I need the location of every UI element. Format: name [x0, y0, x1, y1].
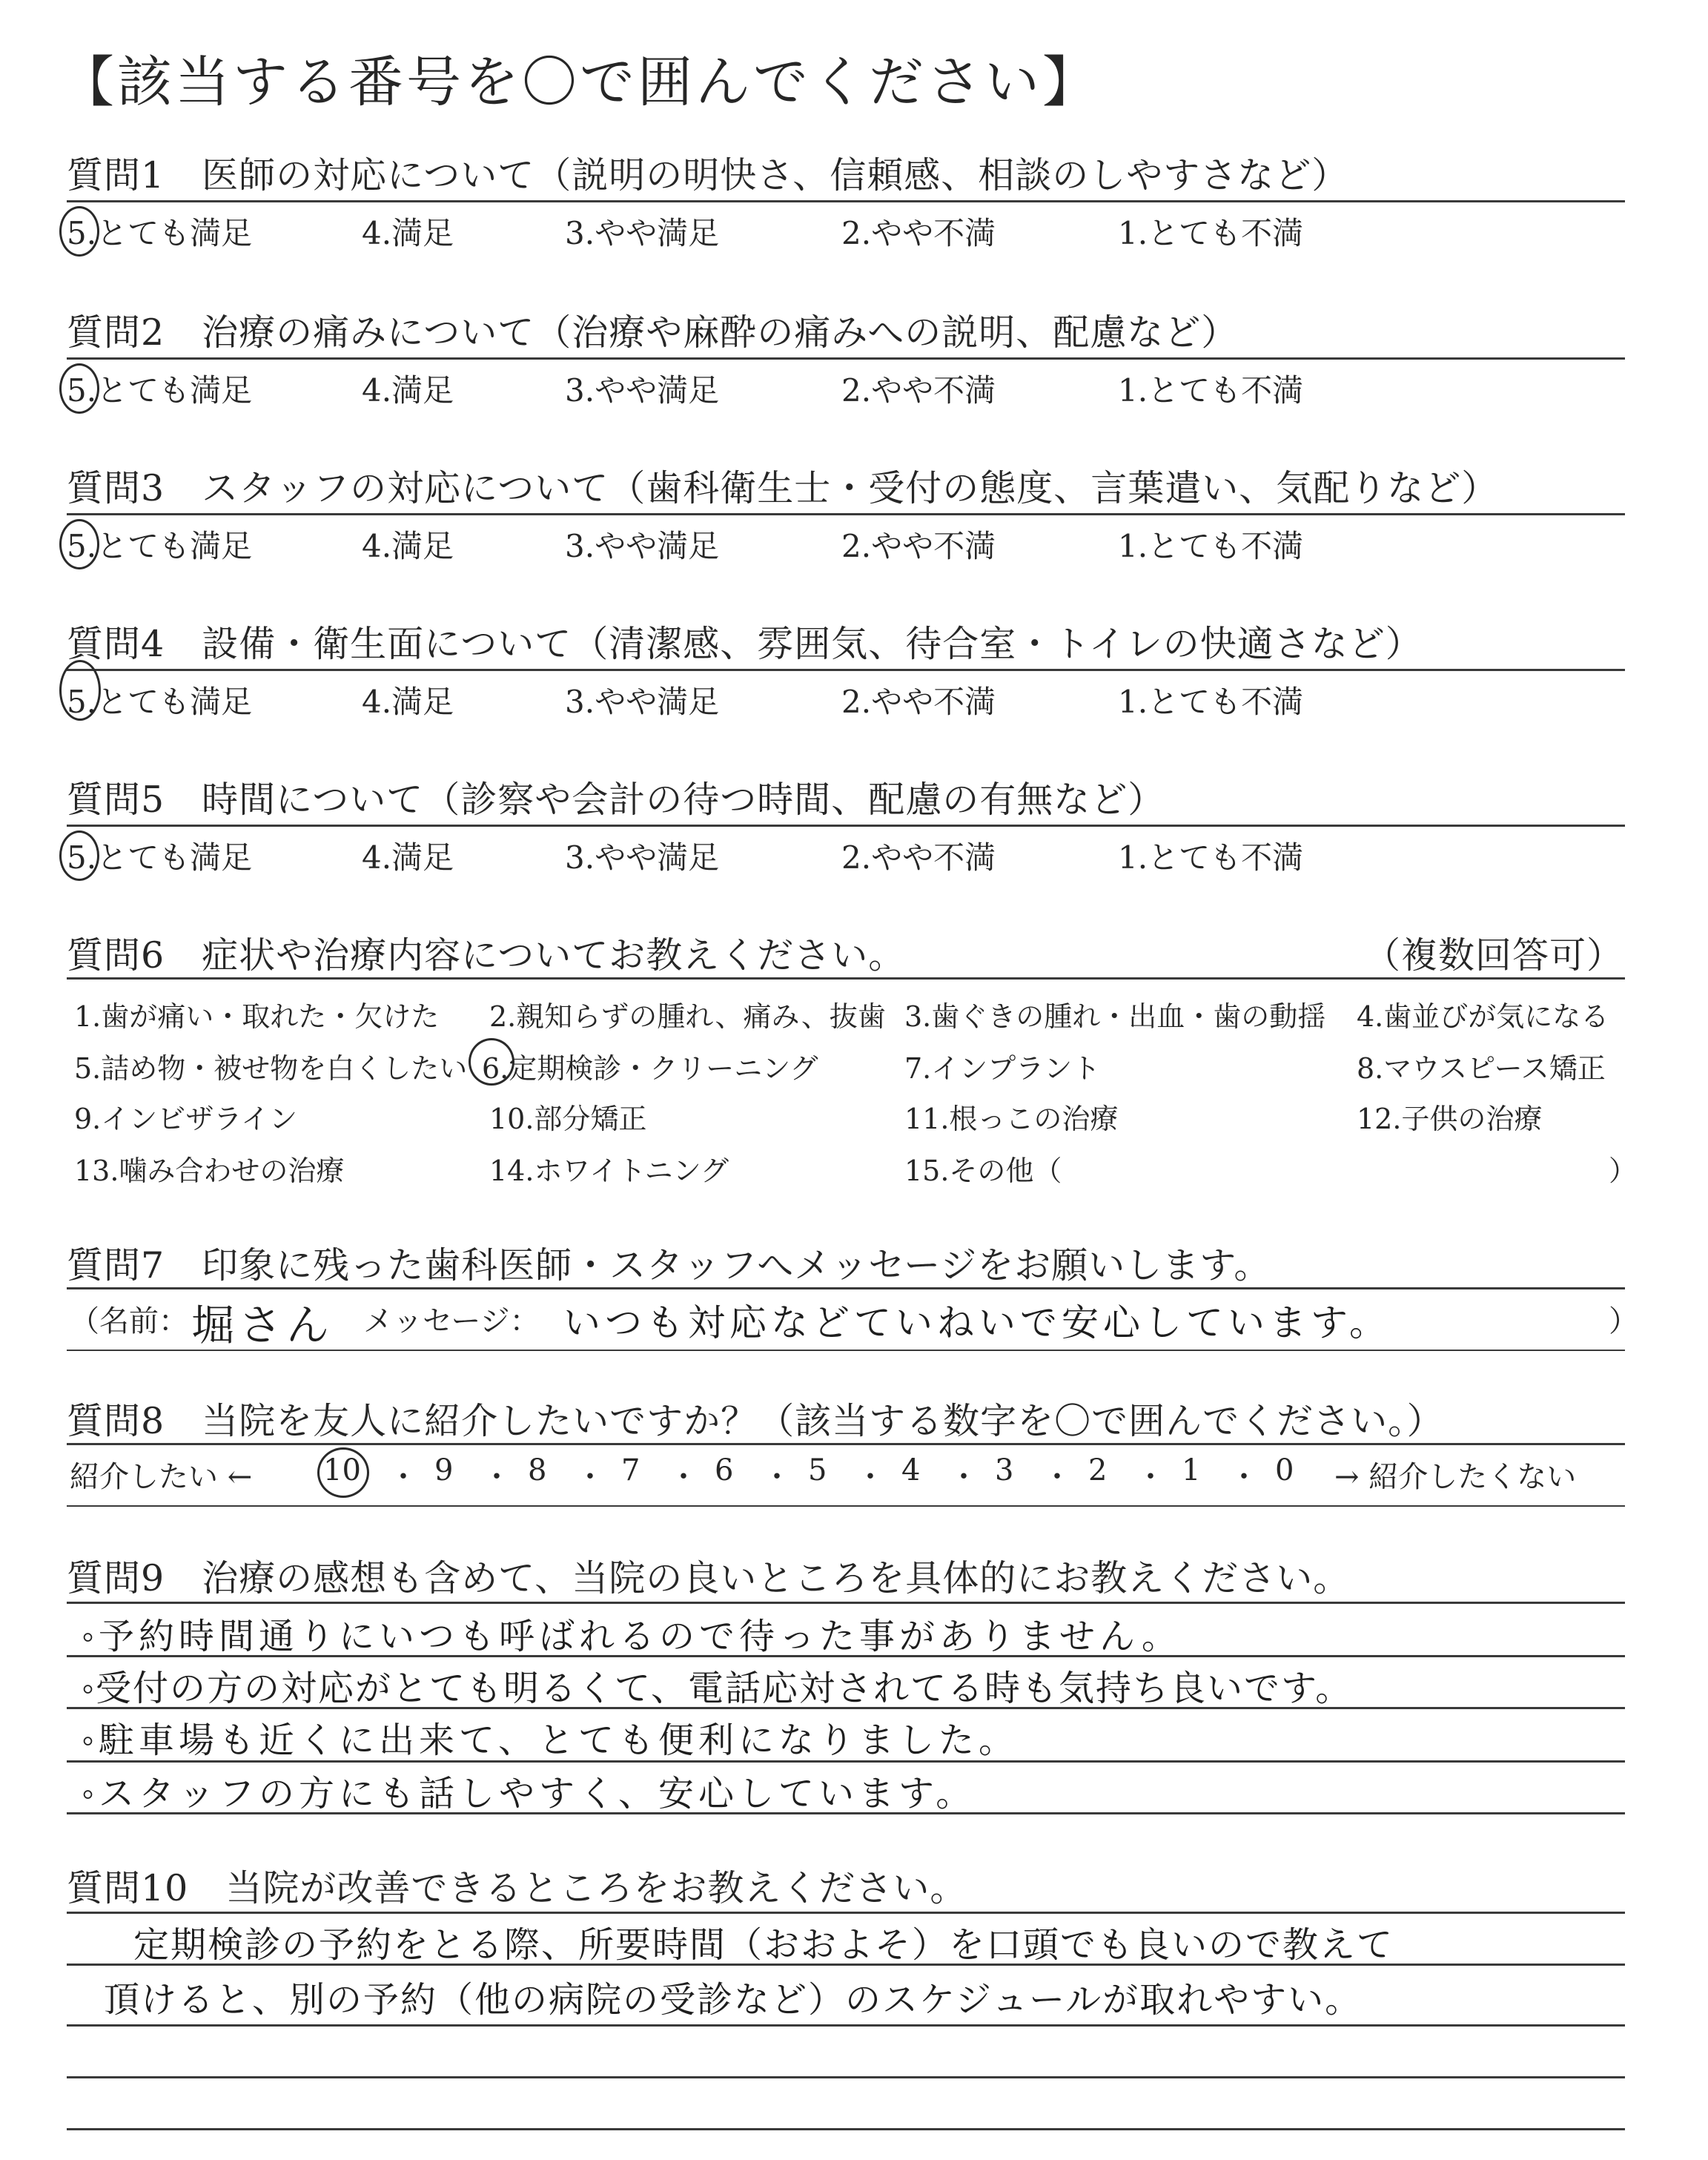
scale-dot: ・ — [1042, 1460, 1072, 1494]
option-2[interactable]: 2.やや不満 — [841, 215, 996, 251]
divider — [67, 1443, 1625, 1445]
symptom-option[interactable]: 15.その他（ — [904, 1155, 1062, 1187]
divider — [67, 669, 1625, 671]
divider — [67, 1912, 1625, 1914]
option-3[interactable]: 3.やや満足 — [565, 215, 720, 251]
scale-dot: ・ — [1229, 1460, 1259, 1494]
question-title: 質問3 スタッフの対応について（歯科衛生士・受付の態度、言葉遣い、気配りなど） — [67, 467, 1499, 509]
handwritten-line[interactable]: 頂けると、別の予約（他の病院の受診など）のスケジュールが取れやすい。 — [104, 1979, 1363, 2021]
scale-option[interactable]: 4 — [901, 1453, 921, 1487]
divider — [67, 2076, 1625, 2078]
scale-option[interactable]: 3 — [995, 1453, 1014, 1487]
divider — [67, 825, 1625, 827]
scale-dot: ・ — [949, 1460, 979, 1494]
scale-dot: ・ — [482, 1460, 512, 1494]
divider — [67, 1655, 1625, 1657]
scale-option[interactable]: 2 — [1088, 1453, 1108, 1487]
option-3[interactable]: 3.やや満足 — [565, 839, 720, 876]
option-1[interactable]: 1.とても不満 — [1118, 839, 1304, 876]
symptom-option[interactable]: 14.ホワイトニング — [489, 1155, 729, 1187]
form-header: 【該当する番号を〇で囲んでください】 — [59, 50, 1100, 114]
divider — [67, 977, 1625, 980]
scale-dot: ・ — [575, 1460, 605, 1494]
option-4[interactable]: 4.満足 — [362, 528, 454, 564]
option-1[interactable]: 1.とても不満 — [1118, 372, 1304, 409]
symptom-option[interactable]: 1.歯が痛い・取れた・欠けた — [74, 1000, 440, 1033]
option-3[interactable]: 3.やや満足 — [565, 528, 720, 564]
symptom-option[interactable]: 10.部分矯正 — [489, 1103, 647, 1135]
option-5[interactable]: 5.とても満足 — [67, 528, 253, 564]
message-label: メッセージ： — [363, 1304, 540, 1338]
option-1[interactable]: 1.とても不満 — [1118, 215, 1304, 251]
symptom-option[interactable]: 6.定期検診・クリーニング — [482, 1052, 818, 1085]
symptom-option[interactable]: 12.子供の治療 — [1357, 1103, 1543, 1135]
scale-dot: ・ — [762, 1460, 792, 1494]
handwritten-line[interactable]: ◦予約時間通りにいつも呼ばれるので待った事がありません。 — [82, 1616, 1182, 1657]
divider — [67, 357, 1625, 360]
option-2[interactable]: 2.やや不満 — [841, 839, 996, 876]
scale-right-label: → 紹介したくない — [1334, 1460, 1577, 1494]
option-2[interactable]: 2.やや不満 — [841, 372, 996, 409]
scale-left-label: 紹介したい ← — [70, 1460, 253, 1494]
handwritten-line[interactable]: 定期検診の予約をとる際、所要時間（おおよそ）を口頭でも良いので教えて — [133, 1924, 1394, 1966]
option-5[interactable]: 5.とても満足 — [67, 839, 253, 876]
option-5[interactable]: 5.とても満足 — [67, 684, 253, 720]
question-title: 質問5 時間について（診察や会計の待つ時間、配慮の有無など） — [67, 779, 1165, 821]
divider — [67, 2024, 1625, 2027]
option-2[interactable]: 2.やや不満 — [841, 684, 996, 720]
scale-option[interactable]: 5 — [808, 1453, 827, 1487]
symptom-option[interactable]: 9.インビザライン — [74, 1103, 298, 1135]
question-title: 質問8 当院を友人に紹介したいですか？（該当する数字を〇で囲んでください。） — [67, 1400, 1444, 1442]
question-title: 質問4 設備・衛生面について（清潔感、雰囲気、待合室・トイレの快適さなど） — [67, 623, 1423, 665]
option-4[interactable]: 4.満足 — [362, 839, 454, 876]
option-5[interactable]: 5.とても満足 — [67, 215, 253, 251]
scale-option[interactable]: 1 — [1182, 1453, 1201, 1487]
other-close-paren: ） — [1609, 1155, 1638, 1187]
multiple-answer-note: （複数回答可） — [1364, 934, 1624, 977]
question-title: 質問7 印象に残った歯科医師・スタッフへメッセージをお願いします。 — [67, 1244, 1271, 1287]
handwritten-line[interactable]: ◦スタッフの方にも話しやすく、安心しています。 — [82, 1773, 976, 1814]
question-title: 質問2 治療の痛みについて（治療や麻酔の痛みへの説明、配慮など） — [67, 311, 1239, 354]
divider — [67, 200, 1625, 202]
name-label: （名前： — [70, 1304, 188, 1338]
scale-option[interactable]: 7 — [621, 1453, 640, 1487]
option-4[interactable]: 4.満足 — [362, 372, 454, 409]
scale-option[interactable]: 8 — [528, 1453, 547, 1487]
divider — [67, 1964, 1625, 1966]
divider — [67, 1602, 1625, 1604]
handwritten-line[interactable]: ◦駐車場も近くに出来て、とても便利になりました。 — [82, 1720, 1019, 1761]
symptom-option[interactable]: 4.歯並びが気になる — [1357, 1000, 1609, 1033]
option-1[interactable]: 1.とても不満 — [1118, 528, 1304, 564]
option-3[interactable]: 3.やや満足 — [565, 372, 720, 409]
scale-dot: ・ — [1136, 1460, 1165, 1494]
option-2[interactable]: 2.やや不満 — [841, 528, 996, 564]
scale-dot: ・ — [855, 1460, 885, 1494]
divider — [67, 1350, 1625, 1351]
option-5[interactable]: 5.とても満足 — [67, 372, 253, 409]
divider — [67, 1812, 1625, 1814]
option-1[interactable]: 1.とても不満 — [1118, 684, 1304, 720]
scale-option[interactable]: 0 — [1275, 1453, 1294, 1487]
scale-dot: ・ — [669, 1460, 698, 1494]
symptom-option[interactable]: 5.詰め物・被せ物を白くしたい — [74, 1052, 468, 1085]
symptom-option[interactable]: 8.マウスピース矯正 — [1357, 1052, 1606, 1085]
symptom-option[interactable]: 2.親知らずの腫れ、痛み、抜歯 — [489, 1000, 886, 1033]
scale-option[interactable]: 10 — [323, 1453, 361, 1487]
symptom-option[interactable]: 7.インプラント — [904, 1052, 1101, 1085]
close-paren: ） — [1609, 1304, 1638, 1338]
divider — [67, 1760, 1625, 1763]
option-3[interactable]: 3.やや満足 — [565, 684, 720, 720]
divider — [67, 2128, 1625, 2130]
option-4[interactable]: 4.満足 — [362, 684, 454, 720]
question-title: 質問10 当院が改善できるところをお教えください。 — [67, 1867, 967, 1909]
message-value[interactable]: いつも対応などていねいで安心しています。 — [563, 1301, 1391, 1344]
symptom-option[interactable]: 11.根っこの治療 — [904, 1103, 1119, 1135]
divider — [67, 513, 1625, 515]
symptom-option[interactable]: 3.歯ぐきの腫れ・出血・歯の動揺 — [904, 1000, 1326, 1033]
scale-dot: ・ — [388, 1460, 418, 1494]
scale-option[interactable]: 9 — [434, 1453, 454, 1487]
option-4[interactable]: 4.満足 — [362, 215, 454, 251]
question-title: 質問6 症状や治療内容についてお教えください。 — [67, 934, 906, 977]
name-value[interactable]: 堀さん — [191, 1300, 334, 1350]
question-title: 質問9 治療の感想も含めて、当院の良いところを具体的にお教えください。 — [67, 1557, 1351, 1599]
scale-option[interactable]: 6 — [715, 1453, 734, 1487]
handwritten-line[interactable]: ◦受付の方の対応がとても明るくて、電話応対されてる時も気持ち良いです。 — [82, 1668, 1353, 1709]
question-title: 質問1 医師の対応について（説明の明快さ、信頼感、相談のしやすさなど） — [67, 154, 1349, 196]
divider — [67, 1707, 1625, 1709]
divider — [67, 1505, 1625, 1507]
divider — [67, 1287, 1625, 1289]
symptom-option[interactable]: 13.噛み合わせの治療 — [74, 1155, 345, 1187]
